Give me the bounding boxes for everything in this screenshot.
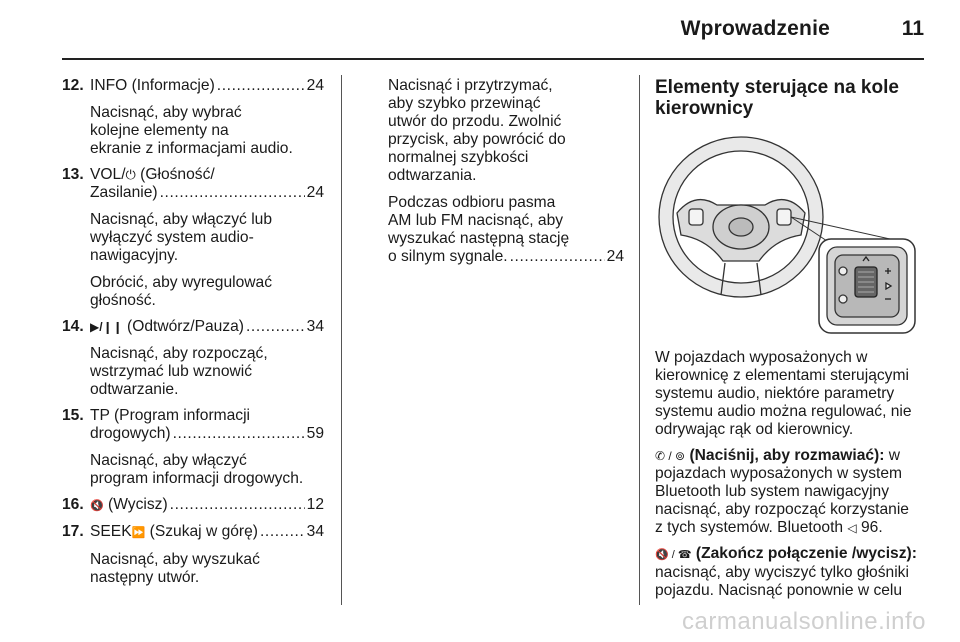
item-number: 17. [62, 523, 84, 540]
end-call-mute-icon: 🔇 / ☎ [655, 549, 692, 561]
talk-phone-icon: ✆ / ⊚ [655, 449, 686, 463]
paragraph-fast-forward: Nacisnąć i przytrzymać, aby szybko przewinąć utwór do przodu. Zwolnić przycisk, aby powrócić do normalnej szybkości odtwarzania. [388, 77, 566, 184]
page-header [0, 0, 960, 62]
item-label-line: SEEK⏩ (Szukaj w górę) ..... 34 [90, 523, 324, 542]
page-number: 11 [901, 17, 924, 40]
item-number: 13. [62, 166, 84, 183]
paragraph-intro: W pojazdach wyposażonych w kierownicę z elementami sterującymi systemu audio, niektóre parametry systemu audio można regulować, nie odrywając rąk od kierownicy. [655, 349, 912, 438]
list-item-13 [62, 166, 324, 310]
steering-wheel-illustration [655, 131, 917, 335]
page-reference: 34 [306, 318, 324, 335]
header-rule [62, 58, 924, 60]
page-reference: 12 [306, 496, 324, 513]
item-label-line: INFO (Informacje) ..... 24 [90, 77, 324, 95]
page-reference: 24 [306, 77, 324, 94]
item-description: Nacisnąć, aby wyszukać następny utwór. [90, 551, 260, 586]
item-description: Nacisnąć, aby rozpocząć, wstrzymać lub wznowić odtwarzanie. [90, 345, 268, 398]
column-2 [388, 77, 624, 275]
reference-arrow-icon: ◁ [847, 521, 857, 535]
item-label: TP (Program informacji [90, 407, 251, 424]
item-description: Nacisnąć, aby włączyć program informacji drogowych. [90, 452, 304, 487]
column-1 [62, 77, 324, 595]
item-number: 15. [62, 407, 84, 424]
list-item-15 [62, 407, 324, 488]
list-item-14 [62, 318, 324, 399]
mute-icon: 🔇 [90, 500, 104, 512]
page-reference: 24 [606, 248, 624, 265]
column-3 [655, 77, 923, 608]
item-description: Nacisnąć, aby wybrać kolejne elementy na ekranie z informacjami audio. [90, 104, 293, 157]
paragraph-am-fm-seek: Podczas odbioru pasma AM lub FM nacisnąć, aby wyszukać następną stację [388, 194, 570, 247]
steering-wheel-image [655, 131, 917, 335]
section-heading: Elementy sterujące na kole kierownicy [655, 77, 899, 119]
list-item-12 [62, 77, 324, 158]
play-pause-icon: ▶/❙❙ [90, 320, 123, 334]
page-title: Wprowadzenie [680, 17, 830, 40]
paragraph-push-to-talk: ✆ / ⊚ (Naciśnij, aby rozmawiać): w pojazdach wyposażonych w system Bluetooth lub system nawigacyjny nacisnąć, aby rozpocząć korzystanie z tych systemów. Bluetooth ◁ 96. [655, 447, 909, 536]
power-icon: ⏻ [125, 167, 136, 182]
item-label-line: Zasilanie) ..... 24 [90, 184, 324, 202]
item-description: Obrócić, aby wyregulować głośność. [90, 274, 273, 309]
page-reference: 59 [306, 425, 324, 442]
item-label-line: ▶/❙❙ (Odtwórz/Pauza) ..... 34 [90, 318, 324, 336]
paragraph-end-call: 🔇 / ☎ (Zakończ połączenie /wycisz): nacisnąć, aby wyciszyć tylko głośniki pojazdu. Nacisnąć ponownie w celu [655, 545, 917, 599]
page-reference: 34 [306, 523, 324, 540]
item-number: 12. [62, 77, 84, 94]
list-item-16 [62, 496, 324, 515]
item-label-line: 🔇 (Wycisz) ..... 12 [90, 496, 324, 515]
seek-forward-icon: ⏩ [131, 527, 146, 539]
page-reference: 24 [306, 184, 324, 201]
paragraph-am-fm-seek-last: o silnym sygnale. ..... 24 [388, 248, 624, 266]
watermark: carmanualsonline.info [682, 608, 926, 635]
item-description: Nacisnąć, aby włączyć lub wyłączyć system audio- nawigacyjny. [90, 211, 273, 264]
column-divider-1 [341, 75, 342, 605]
item-label: VOL/⏻ (Głośność/ [90, 166, 215, 183]
item-number: 14. [62, 318, 84, 335]
column-divider-2 [639, 75, 640, 605]
item-label-line: drogowych) ..... 59 [90, 425, 324, 443]
item-number: 16. [62, 496, 84, 513]
list-item-17 [62, 523, 324, 587]
